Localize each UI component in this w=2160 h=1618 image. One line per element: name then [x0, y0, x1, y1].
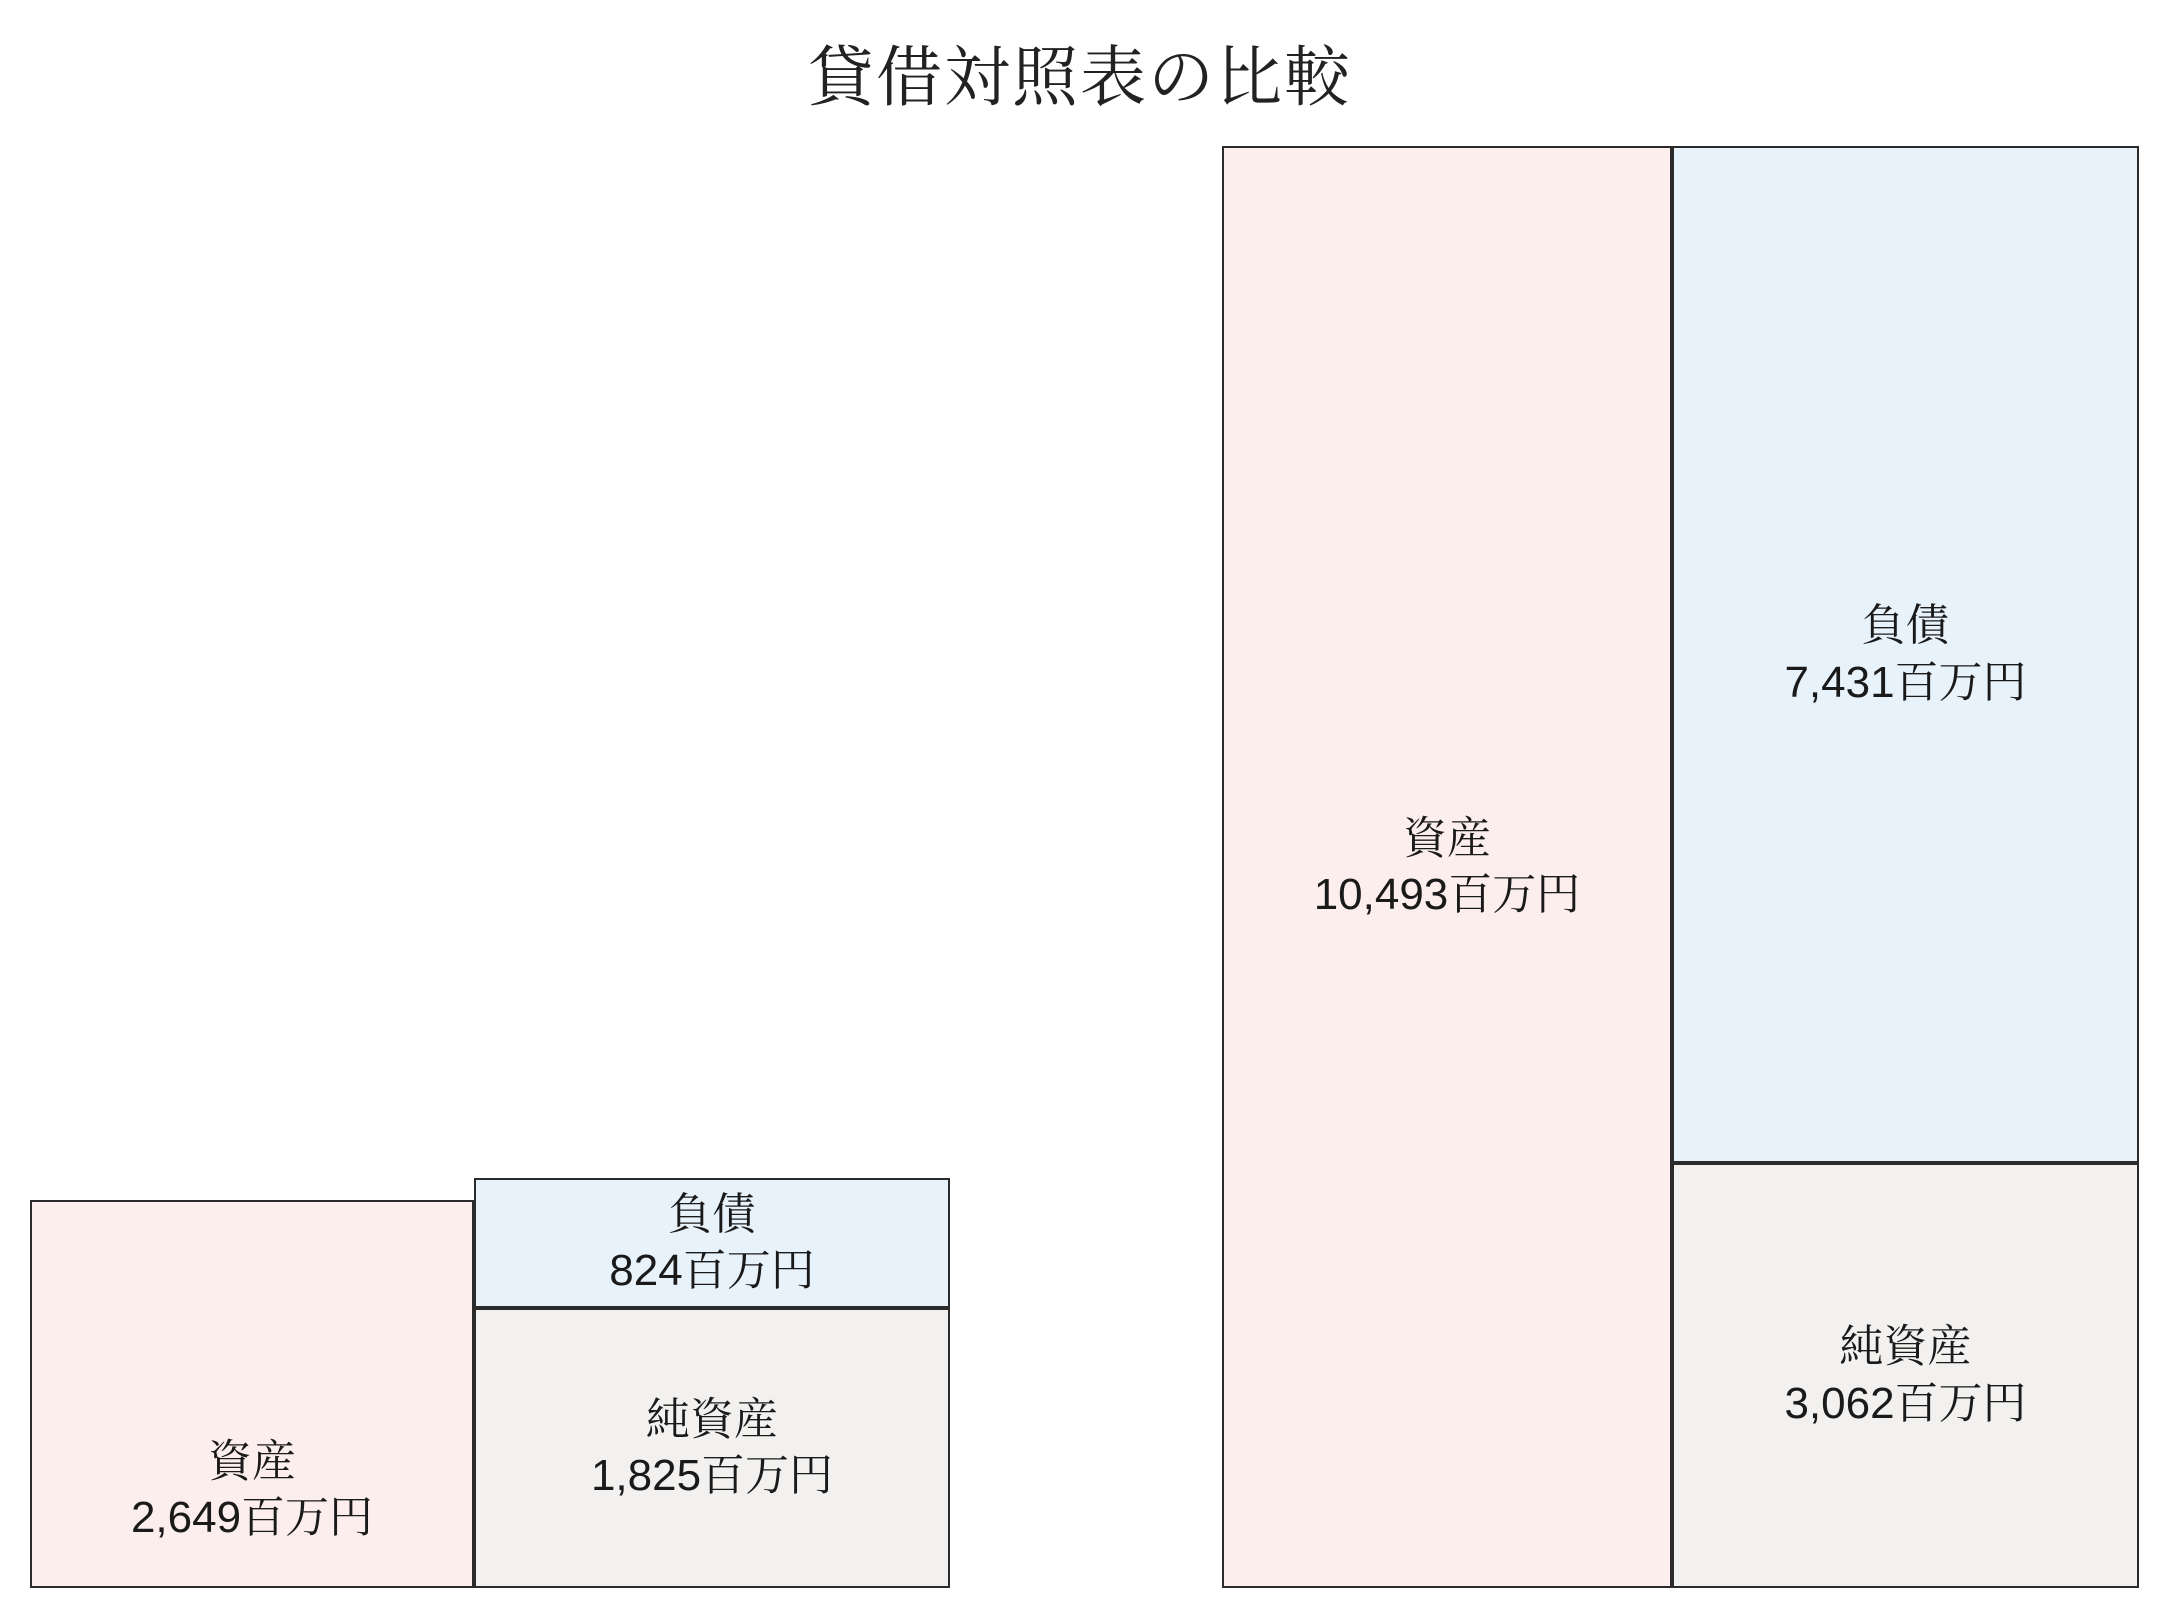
left-equity-box [474, 1308, 950, 1588]
left-assets-value: 2,649百万円 [130, 1493, 374, 1542]
left-liabilities-value: 824百万円 [609, 1246, 815, 1295]
left-liabilities-label: 負債 [668, 1189, 756, 1239]
right-liabilities-box [1672, 146, 2139, 1163]
left-assets-label: 資産 [207, 1436, 296, 1486]
left-equity-label: 純資産 [646, 1394, 778, 1444]
right-equity-value: 3,062百万円 [1784, 1378, 2027, 1428]
right-equity-label: 純資産 [1839, 1322, 1972, 1372]
right-assets-box [1222, 146, 1672, 1588]
right-assets-value: 10,493百万円 [1313, 870, 1581, 919]
balance-sheet-right [1222, 146, 2139, 1588]
right-equity-box [1672, 1163, 2139, 1588]
left-equity-value: 1,825百万円 [590, 1451, 834, 1500]
page-title: 貸借対照表の比較 [808, 40, 1352, 114]
right-assets-label: 資産 [1403, 813, 1491, 863]
right-liabilities-label: 負債 [1861, 601, 1950, 651]
balance-sheet-left [30, 1178, 950, 1588]
left-liabilities-box [474, 1178, 950, 1308]
left-assets-box [30, 1200, 474, 1588]
right-liabilities-value: 7,431百万円 [1784, 657, 2027, 707]
